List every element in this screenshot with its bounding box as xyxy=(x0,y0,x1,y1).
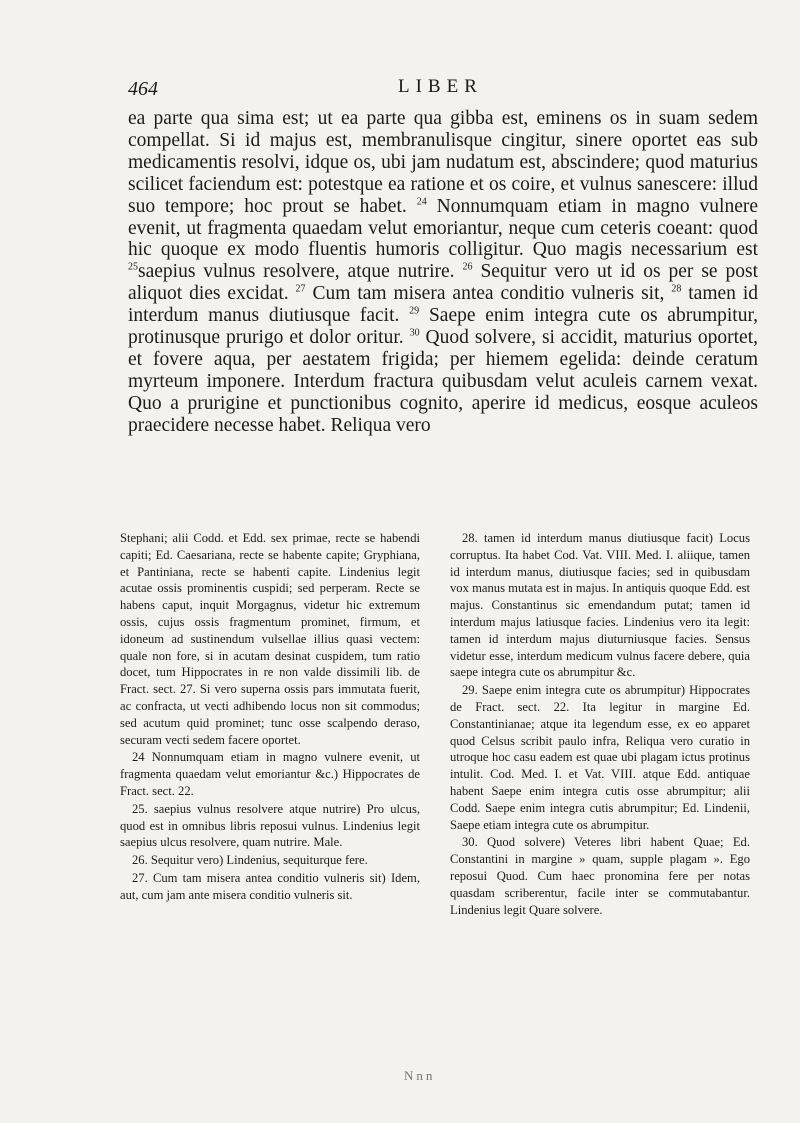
main-segment: Nonnumquam etiam in magno vulnere evenit, ut fragmenta quaedam velut emoriantur, neque cum ceteris coeant: quod hic quoque ex modo fluentis humoris colligitur. Quo magis necessarium est xyxy=(128,195,759,261)
page-header xyxy=(128,74,758,104)
main-text xyxy=(128,108,758,437)
footnote: Stephani; alii Codd. et Edd. sex primae, recte se habendi capiti; Ed. Caesariana, recte se habente capite; Gryphiana, et Pantiniana, recte se habenti capite. Lindenius legit acutae ossis prominentis cuspidi; sed perperam. Recte se habens caput, inquit Morgagnus, videtur hic extremum ossis, cujus ossis fragmentum prominet, firmum, et idoneum ad sustinendum vulsellae illius quasi vectem: quale non fore, si in acutam desinat cuspidem, tum ratio docet, tum Hippocrates in re non valde dissimili lib. de Fract. sect. 27. Si vero superna ossis pars immutata fuerit, ac confracta, ut vecti adhibendo locus non sit commodus; sed acutum quid prominet; tunc osse scalpendo deraso, securam vecti sedem facere oportet. xyxy=(120,531,420,747)
footnote: 29. Saepe enim integra cute os abrumpitur) Hippocrates de Fract. sect. 22. Ita legitur in margine Ed. Constantinianae; atque ita legendum esse, ex eo apparet quod Celsus scribit paulo infra, Reliqua vero curatio in utroque hoc casu eadem est quae ubi plagam ictus protinus intulit. Cod. Med. I. et Vat. VIII. atque Edd. antiquae habent Saepe enim integra cutis osse abrumpitur; alii Codd. Saepe enim integra cutis abrumpitur; Ed. Lindenii, Saepe etiam integra cute os abrumpitur. xyxy=(450,683,750,832)
signature-mark: Nnn xyxy=(404,1068,436,1083)
footnotes xyxy=(120,530,760,1070)
note-marker: 28 xyxy=(671,283,682,295)
footnotes-right-column xyxy=(450,530,750,919)
main-segment: Sequitur vero ut id os per se post aliquot dies excidat. xyxy=(128,261,759,305)
footnote: 25. saepius vulnus resolvere atque nutrire) Pro ulcus, quod est in omnibus libris reposui vulnus. Lindenius legit saepius ulcus resolvere, quam nutrire. Male. xyxy=(120,801,420,850)
main-segment: Quod solvere, si accidit, maturius oportet, et fovere aqua, per aestatem frigida; per hiemem egelida: deinde ceratum myrteum imponere. Interdum fractura quibusdam velut aculeis carnem vexat. Quo a prurigine et punctionibus cognito, aperire id medicus, eosque aculeos praecidere necesse habet. Reliqua vero xyxy=(128,327,759,436)
footnotes-left-column xyxy=(120,530,420,905)
main-segment: saepius vulnus resolvere, atque nutrire. xyxy=(138,261,455,283)
footnote: 30. Quod solvere) Veteres libri habent Quae; Ed. Constantini in margine » quam, supple plagam ». Ego reposui Quod. Cum haec pronomina fere per notas quasdam scriberentur, facile inter se commutabantur. Lindenius legit Quare solvere. xyxy=(450,835,750,917)
main-segment: ea parte qua sima est; ut ea parte qua gibba est, eminens os in suam sedem compellat. Si id majus est, membranulisque cingitur, sinere oportet eas sub medicamentis resolvi, idque os, ubi jam nudatum est, abscindere; quod maturius scilicet faciendum est: potestque ea ratione et os coire, et vulnus sanescere: illud suo tempore; hoc prout se habet. xyxy=(128,108,758,217)
main-segment: Saepe enim integra cute os abrumpitur, protinusque prurigo et dolor oritur. xyxy=(128,305,759,349)
footnote: 28. tamen id interdum manus diutiusque facit) Locus corruptus. Ita habet Cod. Vat. VIII. Med. I. aliique, tamen id interdum manus, diutiusque facies; sed in quibusdam vox manus mutata est in majus. In antiquis quoque Edd. est majus. Constantinus sic emendandum putat; tamen id interdum majus latiusque facies. Lindenius vero ita legit: tamen id interdum majus diuturniusque facies. Sensus videtur esse, interdum medicum vulnus facere debere, quia saepe integra cute os abrumpitur &c. xyxy=(450,531,750,680)
page-number: 464 xyxy=(128,78,158,100)
note-marker: 27 xyxy=(295,283,306,295)
main-segment: Cum tam misera antea conditio vulneris sit, xyxy=(312,283,665,305)
main-segment: tamen id interdum manus diutiusque facit. xyxy=(128,283,759,327)
main-paragraph xyxy=(128,108,758,437)
footnote: 27. Cum tam misera antea conditio vulneris sit) Idem, aut, cum jam ante misera conditio vulneris sit. xyxy=(120,870,420,902)
note-marker: 24 xyxy=(416,196,427,208)
note-marker: 26 xyxy=(462,261,473,273)
footnote: 26. Sequitur vero) Lindenius, sequiturque fere. xyxy=(132,853,368,868)
footnote: 24 Nonnumquam etiam in magno vulnere evenit, ut fragmenta quaedam velut emoriantur &c.) Hippocrates de Fract. sect. 22. xyxy=(120,750,420,798)
running-title: LIBER xyxy=(398,76,483,97)
note-marker: 29 xyxy=(409,305,420,317)
note-marker: 30 xyxy=(409,327,420,339)
note-marker: 25 xyxy=(128,261,138,273)
